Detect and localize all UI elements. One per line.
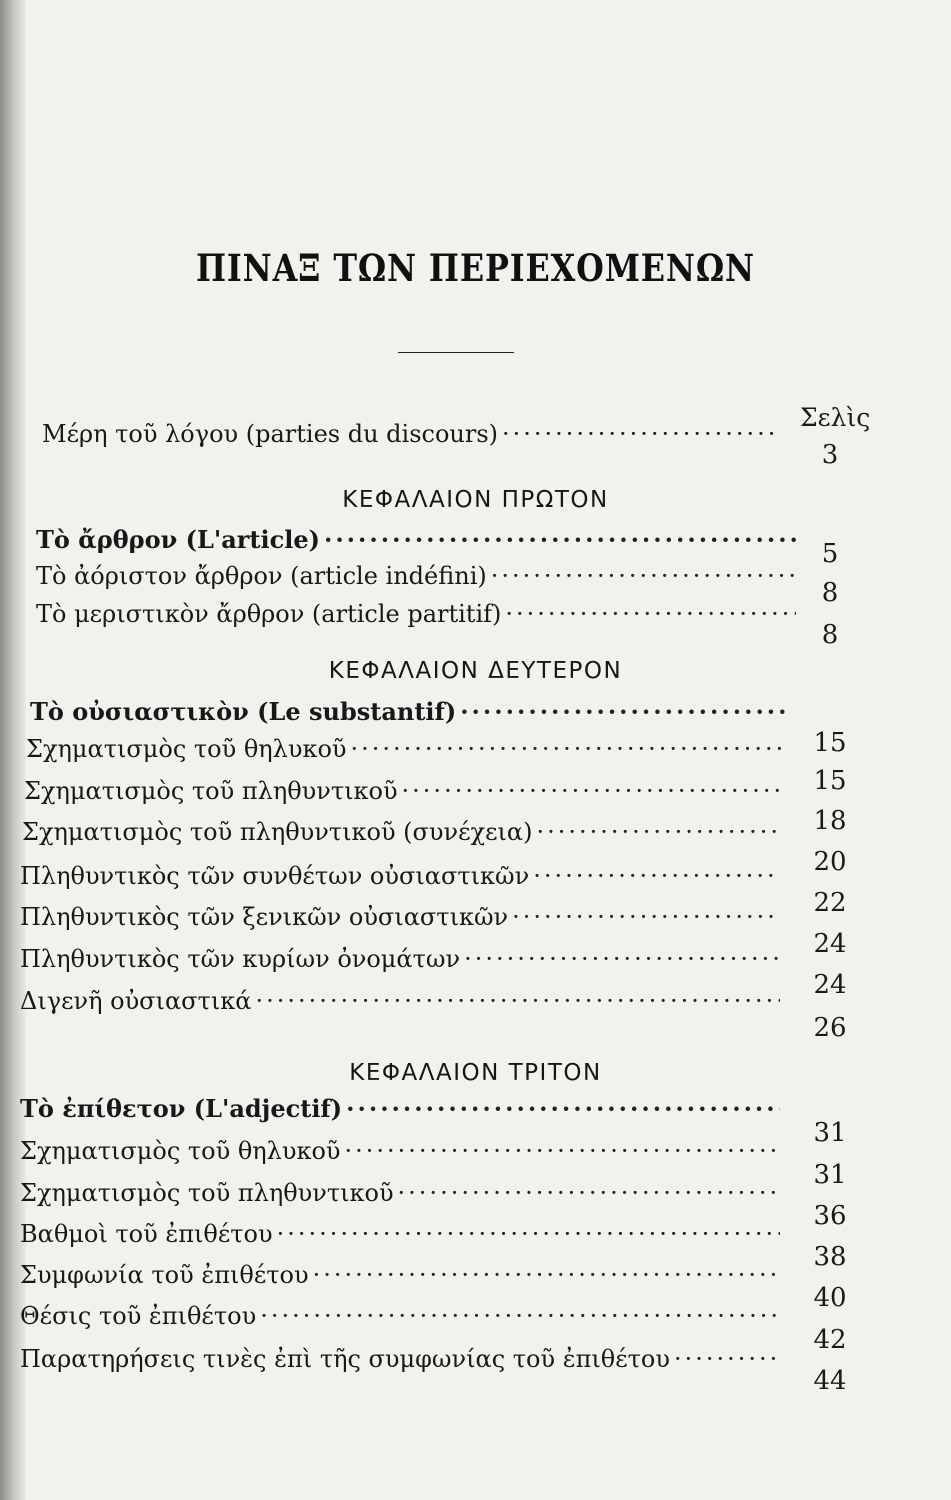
- toc-page-number: 31: [813, 1118, 847, 1148]
- toc-page-number: 15: [813, 728, 847, 758]
- dot-leader: [277, 1220, 780, 1248]
- toc-entry[interactable]: [20, 1302, 780, 1330]
- toc-page-number: 22: [813, 888, 847, 918]
- toc-page-number: 15: [813, 766, 847, 796]
- toc-entry[interactable]: [20, 1261, 780, 1289]
- toc-entry-label: Τὸ ἀόριστον ἄρθρον (article indéfini): [36, 562, 487, 590]
- toc-entry-label: Μέρη τοῦ λόγου (parties du discours): [42, 420, 499, 448]
- toc-entry-label: Συμφωνία τοῦ ἐπιθέτου: [20, 1261, 309, 1289]
- toc-page-number: 8: [821, 620, 839, 650]
- toc-page-number: 24: [813, 929, 847, 959]
- toc-entry-intro[interactable]: [42, 420, 780, 448]
- toc-page-number: 42: [813, 1325, 847, 1355]
- dot-leader: [324, 525, 796, 554]
- toc-entry-main-2[interactable]: [30, 697, 790, 726]
- dot-leader: [464, 945, 780, 973]
- toc-page-number: 36: [813, 1201, 847, 1231]
- dot-leader: [460, 697, 790, 726]
- toc-entry[interactable]: [20, 1137, 780, 1165]
- dot-leader: [345, 1137, 781, 1165]
- toc-entry-label: Βαθμοὶ τοῦ ἐπιθέτου: [20, 1220, 273, 1248]
- toc-entry-main-3[interactable]: [20, 1094, 780, 1123]
- toc-entry-label: Πληθυντικὸς τῶν ξενικῶν οὐσιαστικῶν: [20, 903, 509, 931]
- toc-entry-label: Θέσις τοῦ ἐπιθέτου: [20, 1302, 257, 1330]
- dot-leader: [255, 987, 780, 1015]
- toc-entry-label: Τὸ οὐσιαστικὸν (Le substantif): [30, 697, 457, 726]
- toc-page-number: 20: [813, 847, 847, 877]
- toc-page-number: 5: [821, 539, 839, 569]
- toc-entry-label: Πληθυντικὸς τῶν κυρίων ὀνομάτων: [20, 945, 461, 973]
- toc-entry-label: Τὸ ἐπίθετον (L'adjectif): [20, 1094, 343, 1123]
- toc-entry[interactable]: [36, 562, 796, 590]
- toc-entry[interactable]: [20, 1179, 780, 1207]
- dot-leader: [313, 1261, 780, 1289]
- toc-entry-label: Σχηματισμὸς τοῦ θηλυκοῦ: [26, 735, 347, 763]
- toc-page-number: 40: [813, 1283, 847, 1313]
- dot-leader: [260, 1302, 780, 1330]
- toc-entry[interactable]: [22, 818, 782, 846]
- toc-page-number: 44: [813, 1366, 847, 1396]
- toc-page-number: 24: [813, 970, 847, 1000]
- dot-leader: [351, 735, 787, 763]
- toc-page-number: 38: [813, 1242, 847, 1272]
- dot-leader: [512, 903, 780, 931]
- toc-entry-label: Πληθυντικὸς τῶν συνθέτων οὐσιαστικῶν: [20, 862, 530, 890]
- toc-entry[interactable]: [20, 1345, 780, 1373]
- toc-entry-label: Τὸ ἄρθρον (L'article): [36, 525, 320, 554]
- toc-page-number: 3: [821, 440, 839, 470]
- chapter-heading-3: ΚΕΦΑΛΑΙΟΝ ΤΡΙΤΟΝ: [349, 1060, 602, 1086]
- chapter-heading-1: ΚΕΦΑΛΑΙΟΝ ΠΡΩΤΟΝ: [342, 487, 609, 513]
- toc-entry-label: Τὸ μεριστικὸν ἄρθρον (article partitif): [36, 600, 502, 628]
- toc-page-number: 26: [813, 1013, 847, 1043]
- toc-entry[interactable]: [20, 1220, 780, 1248]
- toc-page-number: 18: [813, 806, 847, 836]
- page-column-header: Σελὶς: [800, 403, 871, 432]
- dot-leader: [533, 862, 780, 890]
- title-divider: [398, 352, 514, 353]
- dot-leader: [402, 777, 784, 805]
- dot-leader: [491, 562, 796, 590]
- toc-page-number: 31: [813, 1160, 847, 1190]
- toc-entry[interactable]: [20, 987, 780, 1015]
- toc-entry[interactable]: [20, 945, 780, 973]
- toc-entry-label: Σχηματισμὸς τοῦ πληθυντικοῦ: [24, 777, 398, 805]
- toc-entry[interactable]: [26, 735, 786, 763]
- dot-leader: [505, 600, 796, 628]
- toc-entry-label: Σχηματισμὸς τοῦ πληθυντικοῦ: [20, 1179, 394, 1207]
- dot-leader: [398, 1179, 780, 1207]
- toc-page-number: 8: [821, 578, 839, 608]
- toc-entry-label: Διγενῆ οὐσιαστικά: [20, 987, 252, 1015]
- toc-entry[interactable]: [36, 600, 796, 628]
- toc-entry-main-1[interactable]: [36, 525, 796, 554]
- toc-entry-label: Σχηματισμὸς τοῦ θηλυκοῦ: [20, 1137, 341, 1165]
- dot-leader: [674, 1345, 780, 1373]
- toc-entry-label: Παρατηρήσεις τινὲς ἐπὶ τῆς συμφωνίας τοῦ ἐπιθέτου: [20, 1345, 670, 1373]
- toc-entry-label: Σχηματισμὸς τοῦ πληθυντικοῦ (συνέχεια): [22, 818, 533, 846]
- toc-entry[interactable]: [24, 777, 784, 805]
- page-title: ΠΙΝΑΞ ΤΩΝ ΠΕΡΙΕΧΟΜΕΝΩΝ: [195, 246, 755, 290]
- chapter-heading-2: ΚΕΦΑΛΑΙΟΝ ΔΕΥΤΕΡΟΝ: [328, 658, 623, 684]
- dot-leader: [537, 818, 783, 846]
- dot-leader: [502, 420, 780, 448]
- toc-entry[interactable]: [20, 903, 780, 931]
- toc-entry[interactable]: [20, 862, 780, 890]
- dot-leader: [346, 1094, 780, 1123]
